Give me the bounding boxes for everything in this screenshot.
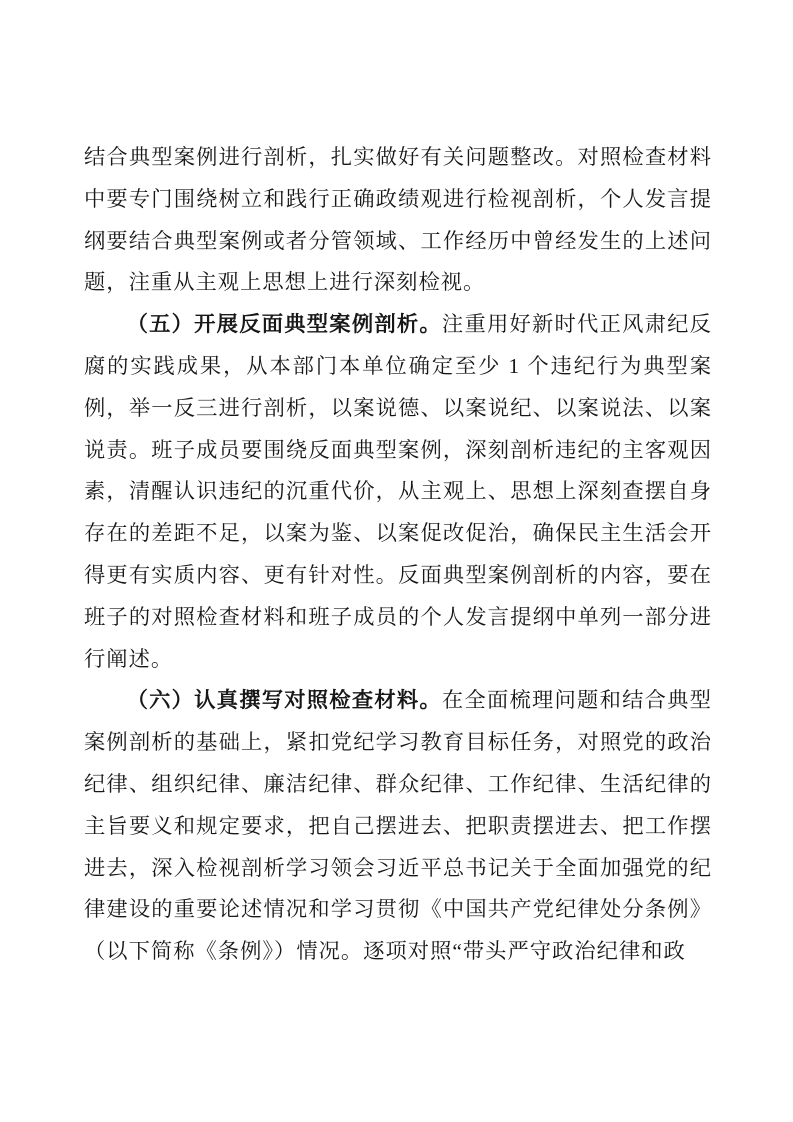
section-5-body-text: 注重用好新时代正风肃纪反腐的实践成果，从本部门本单位确定至少 1 个违纪行为典型案例，举一反三进行剖析，以案说德、以案说纪、以案说法、以案说责。班子成员要围绕反面典型案例，深刻剖析违纪的主客观因素，清醒认识违纪的沉重代价，从主观上、思想上深刻查摆自身存在的差距不足，以案为鉴、以案促改促治，确保民主生活会开得更有实质内容、更有针对性。反面典型案例剖析的内容，要在班子的对照检查材料和班子成员的个人发言提纲中单列一部分进行阐述。	[84, 312, 712, 671]
section-6-body-text: 在全面梳理问题和结合典型案例剖析的基础上，紧扣党纪学习教育目标任务，对照党的政治纪律、组织纪律、廉洁纪律、群众纪律、工作纪律、生活纪律的主旨要义和规定要求，把自己摆进去、把职责摆进去、把工作摆进去，深入检视剖析学习领会习近平总书记关于全面加强党的纪律建设的重要论述情况和学习贯彻《中国共产党纪律处分条例》（以下简称《条例》）情况。逐项对照“带头严守政治纪律和政	[84, 688, 712, 964]
paragraph-section-5	[84, 304, 712, 680]
section-6-heading: （六）认真撰写对照检查材料。	[126, 688, 442, 713]
paragraph-continuation	[84, 137, 712, 304]
paragraph-section-6	[84, 680, 712, 973]
section-5-heading: （五）开展反面典型案例剖析。	[126, 312, 442, 337]
paragraph-continuation-text: 结合典型案例进行剖析，扎实做好有关问题整改。对照检查材料中要专门围绕树立和践行正确政绩观进行检视剖析，个人发言提纲要结合典型案例或者分管领域、工作经历中曾经发生的上述问题，注重从主观上思想上进行深刻检视。	[84, 145, 712, 295]
document-text-block	[84, 137, 712, 973]
